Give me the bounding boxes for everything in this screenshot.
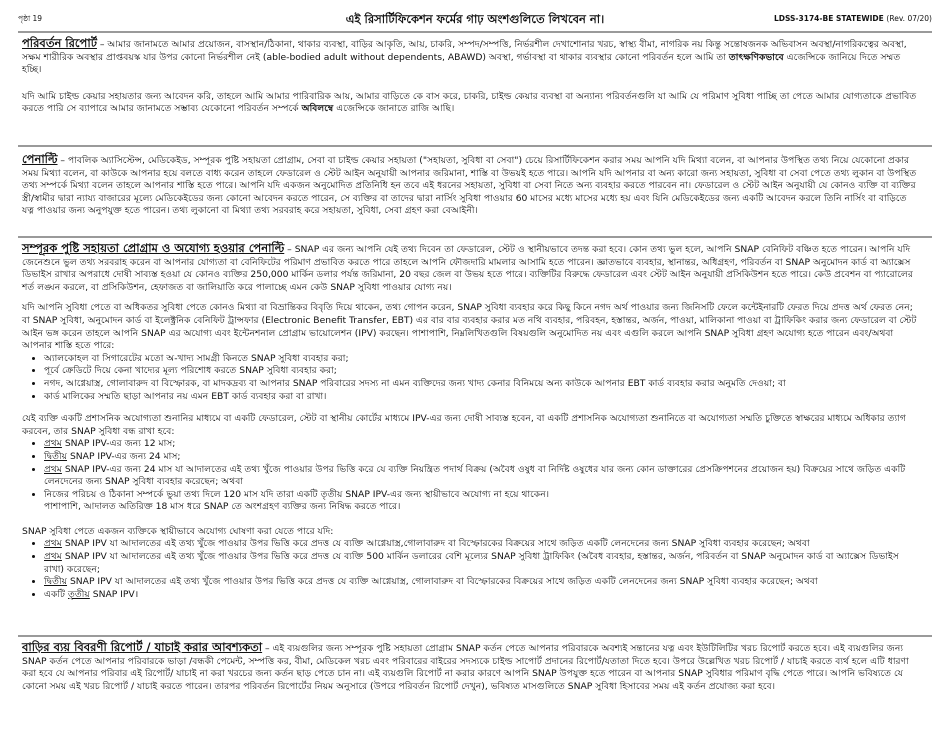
list-item	[44, 576, 920, 589]
ordinal: তৃতীয়	[67, 588, 90, 600]
item-text: নিজের পরিচয় ও ঠিকানা সম্পর্কে ভুয়া তথ্য দিলে 120 মাস যদি তারা একটি তৃতীয় SNAP IPV-এর জন্য স্থায়ীভাবে অযোগ্য না হয়ে থাকেন।	[44, 488, 549, 500]
form-code	[774, 14, 932, 23]
item-text: SNAP IPV যা আদালতের এই তথ্য খুঁজে পাওয়ার উপর ভিত্তি করে প্রদত্ত যে ব্যক্তি আগ্নেয়াস্ত্র,গোলাবারুদ বা বিস্ফোরকের বিক্রয়ের সাথে জড়িত একটি লেনদেনের জন্য SNAP সুবিধা ব্যবহার করেছেন; অথবা	[61, 538, 810, 550]
snap-text: – SNAP এর জন্য আপনি যেই তথ্য দিবেন তা ফেডারেল, স্টেট ও স্থানীয়ভাবে তদন্ত করা হবে। কোন তথ্য ভুল হলে, আপনি SNAP বেনিফিট বঞ্চিত হতে পারেন। আপনি যদি জেনেশুনে ভুল তথ্য সরবরাহ করেন বা আপনার যোগ্যতা বা বেনিফিটের পরিমাণ প্রভাবিত করতে পারে তাহলে আপনি ফৌজদারি মামলার আসামি হতে পারেন। জ্ঞাতভাবে ব্যবহার, স্থানান্তর, অধিগ্রহণ, পরিবর্তন বা SNAP অনুমোদন কার্ড বা অ্যাক্সেস ডিভাইস রাখার অপরাধে দোষী সাব্যস্ত হওয়া যে কোনও ব্যক্তির 250,000 মার্কিন ডলার পর্যন্ত জরিমানা, 20 বছর জেল বা উভয় হতে পারে। ব্যক্তিটির বিরুদ্ধে ফেডারেল এবং স্টেট আইন অনুযায়ী প্রসিকিউশন হতে পারে। কেউ প্রবেশন বা প্যারোলের শর্ত লঙ্ঘন করলে, বা প্রসিকিউশন, হেফাজত বা জালিয়াতি করে পালাচ্ছে এমন কেউ SNAP সুবিধা পাওয়ার যোগ্য নয়।	[22, 244, 913, 293]
list-item	[44, 489, 920, 502]
list-item	[44, 464, 920, 489]
snap-paragraph	[22, 242, 920, 294]
expense-text: – এই ব্যয়গুলির জন্য সম্পূরক পুষ্টি সহায়তা প্রোগ্রাম SNAP কর্তন পেতে আপনার পরিবারকে অবশ্যই সন্তানের যত্ন এবং ইউটিলিটির খরচ রিপোর্ট করতে হবে। এই ব্যয়গুলির জন্য SNAP কর্তন পেতে আপনার পরিবারকে ভাড়া /বন্ধকী পেমেন্ট, সম্পত্তি কর, বীমা, মেডিকেল খরচ এবং পরিবারের বাইরের সদস্যকে চাইল্ড সাপোর্ট প্রদানের রিপোর্ট/যতাতা দিতে হবে। উপরে উল্লেখিত খরচ রিপোর্ট / যাচাই করতে ব্যর্থ হলে এটি ধারণা করা হবে যে আপনার পরিবার এই রিপোর্ট/ যাচাই না করা খরচের জন্য কর্তন ছাড় পেতে চান না। এই ব্যয়গুলি রিপোর্ট না করার কারণে আপনি SNAP উপযুক্ত হতে পারেন বা আপনার SNAP সুবিধার পরিমাণ বৃদ্ধি পেতে পারে। আপনি ভবিষ্যতে যে কোনো সময় এই খরচ রিপোর্ট / যাচাই করতে পারেন। তারপর পরিবর্তন রিপোর্টের নিয়ম অনুসারে (উপরে পরিবর্তন রিপোর্ট দেখুন), ভবিষ্যত মাসগুলিতে SNAP সুবিধা হিসাবের সময় এই কর্তন প্রযোজ্য করা হবে।	[22, 643, 909, 692]
change-report-text-end: এজেন্সিকে জানিয়ে দিতে সম্মত হচ্ছি।	[22, 51, 901, 76]
change-report-text: – আমার জানামতে আমার প্রয়োজন, বাসস্থান/ঠিকানা, থাকার ব্যবস্থা, বাড়ির আকৃতি, আয়, চাকরি, সম্পদ/সম্পত্তি, নির্ভরশীল দেখাশোনার খরচ, স্বাস্থ্য বীমা, নাগরিক নয় কিন্তু সন্তোষজনক অভিবাসন অবস্থা/নাগরিকত্বের অবস্থা, সক্ষম শারীরিক অবস্থার প্রাপ্তবয়স্ক যার উপর কোনো নির্ভরশীল নেই (able-bodied adult without dependents, ABAWD) অবস্থা, গর্ভাবস্থা বা থাকার ব্যবস্থার কোনো পরিবর্তন হলে আমি তা	[22, 39, 907, 63]
ordinal: প্রথম	[44, 438, 62, 450]
expense-section	[22, 641, 920, 693]
item-text: SNAP IPV-এর জন্য 24 মাস যা আদালতের এই তথ্য খুঁজে পাওয়ার উপর ভিত্তি করে যে ব্যক্তি নিয়ন্ত্রিত পদার্থ বিক্রয় (অবৈধ ওষুধ বা নির্দিষ্ট ওষুধের যার জন্য কোন ডাক্তারের প্রেসক্রিপশনের প্রয়োজন হয়) বিক্রয়ের সাথে জড়িত একটি লেনদেনের জন্য SNAP সুবিধা ব্যবহার করেছেন; অথবা	[44, 463, 906, 488]
list-item	[44, 538, 920, 551]
child-care-paragraph	[22, 91, 920, 116]
list-item: • পূর্বে ক্রেডিটে দিয়ে কেনা খাদ্যের মূল্য পরিশোধ করতে SNAP সুবিধা ব্যবহার করা;	[44, 365, 920, 378]
divider	[18, 145, 932, 147]
ordinal: দ্বিতীয়	[44, 450, 68, 462]
child-care-text: যদি আমি চাইল্ড কেয়ার সহায়তার জন্য আবেদন করি, তাহলে আমি আমার পারিবারিক আয়, আমার বাড়িতে কে বাস করে, চাকরি, চাইল্ড কেয়ার ব্যবস্থা বা অন্যান্য পরিবর্তনগুলি যা আমি যে পরিমাণ সুবিধা পাচ্ছি তা পেতে আমার যোগ্যতাকে প্রভাবিত করতে পারি সে ব্যাপারে আমার জানামতে সম্ভাব্য যেকোনো পরিবর্তন সম্পর্কে	[22, 90, 917, 115]
snap-heading: সম্পূরক পুষ্টি সহায়তা প্রোগ্রাম ও অযোগ্য হওয়ার পেনাল্টি	[22, 241, 285, 255]
item-text: SNAP IPV-এর জন্য 12 মাস;	[61, 438, 176, 450]
snap-section	[22, 242, 920, 601]
immediately-text: তাৎক্ষণিকভাবে	[728, 51, 784, 63]
disqualification-paragraph: যেই ব্যক্তি একটি প্রশাসনিক অযোগ্যতা শুনানির মাধ্যমে বা একটি ফেডারেল, স্টেট বা স্থানীয় কোর্টের মাধ্যমে IPV-এর জন্য দোষী সাব্যস্ত হবেন, বা একটি প্রশাসনিক অযোগ্যতা শুনানিতে বা অযোগ্যতা সম্মতি চুক্তিতে স্বাক্ষরের মাধ্যমে অধিকার ত্যাগ করবেন, তার SNAP সুবিধা বন্ধ রাখা হবে:	[22, 413, 906, 437]
item-text: SNAP IPV যা আদালতের এই তথ্য খুঁজে পাওয়ার উপর ভিত্তি করে প্রদত্ত যে ব্যক্তি আগ্নেয়াস্ত্র, গোলাবারুদ বা বিস্ফোরকের বিক্রয়ের সাথে জড়িত একটি লেনদেনের জন্য SNAP সুবিধা ব্যবহার করেছেন; অথবা	[67, 576, 818, 588]
divider	[18, 236, 932, 238]
ordinal: প্রথম	[44, 463, 62, 475]
violation-list	[22, 353, 920, 403]
form-revision: (Rev. 07/20)	[886, 14, 932, 23]
page-header	[18, 11, 932, 27]
change-report-section	[22, 37, 920, 116]
item-text: SNAP IPV-এর জন্য 24 মাস;	[67, 450, 181, 462]
change-report-heading: পরিবর্তন রিপোর্ট	[22, 36, 97, 50]
change-report-paragraph	[22, 37, 920, 77]
without-delay-text: অবিলম্বে	[301, 103, 334, 115]
page-number: পৃষ্ঠা 19	[18, 14, 43, 23]
item-text: SNAP IPV যা আদালতের এই তথ্য খুঁজে পাওয়ার উপর ভিত্তি করে প্রদত্ত যে ব্যক্তি 500 মার্কিন ডলারের বেশি মূল্যের SNAP সুবিধা ট্রাফিকিং (অবৈধ ব্যবহার, হস্তান্তর, অর্জন, পরিবর্তন বা SNAP অনুমোদন কার্ড বা অ্যাক্সেস ডিভাইস রাখা) করেছেন;	[44, 551, 899, 575]
page-title: এই রিসার্টিফিকেশন ফর্মের গাঢ় অংশগুলিতে লিখবেন না।	[345, 12, 605, 26]
list-item	[44, 551, 920, 576]
penalty-paragraph	[22, 153, 920, 218]
penalty-text: – পাবলিক অ্যাসিস্টেন্স, মেডিকেইড, সম্পূরক পুষ্টি সহায়তা প্রোগ্রাম, সেবা বা চাইল্ড কেয়ার সহায়তা ("সহায়তা, সুবিধা বা সেবা") চেয়ে রিসার্টিফিকেশন করার সময় আপনি যদি মিথ্যা বলেন, বা আপনার উপস্থিত তথ্য নিয়ে যেকোনো প্রকার সময় মিথ্যা বলেন, বা কাউকে আপনার হয়ে বলতে বাধ্য করেন তাহলে ফেডারেল ও স্টেট আইন অনুযায়ী আপনার জরিমানা, শাস্তি বা উভয়ই হতে পারে। আপনি যদি আপনার বা অন্য কারো জন্য সহায়তা, সুবিধা বা সেবা পেতে তথ্য লুকান বা উপস্থিত তথ্য সম্পর্কে মিথ্যা বলেন তাহলে আপনার শাস্তি হতে পারে। আপনি যদি একজন অনুমোদিত প্রতিনিধি হন তবে এই ধরনের সহায়তা, সুবিধা বা সেবা নিতে অন্য ব্যবহার করতে পারবেন না। ফেডারেল ও স্টেট আইন অনুযায়ী যে কোনও ব্যক্তি বা ব্যক্তির স্ত্রী/স্বামীর দ্বারা ন্যায্য বাজারের মূল্যে মেডিকেইডের জন্য কোনো আবেদন করতে পারেন, সে ব্যক্তির বা তাদের দ্বারা নার্সিং সুবিধা পাওয়ার 60 মাসের মধ্যে মাসের মধ্যে হয় এবং যিনি মেডিকেইডের জন্য একটি আবেদন করলে তিনি নার্সিং বা বাড়িতে যত্ন পাওয়ার জন্য অনুপযুক্ত হতে পারেন। তথ্য লুকানো বা মিথ্যা তথ্য সরবরাহ করে সহায়তা, সুবিধা, সেবা গ্রহণ করা বেআইনী।	[22, 155, 917, 217]
ipv-period-list	[22, 438, 920, 501]
list-item: • অ্যালকোহল বা সিগারেটের মতো অ-খাদ্য সামগ্রী কিনতে SNAP সুবিধা ব্যবহার করা;	[44, 353, 920, 366]
expense-paragraph	[22, 641, 920, 693]
divider	[18, 635, 932, 637]
permanent-disqualification-paragraph: SNAP সুবিধা পেতে একজন ব্যক্তিকে স্থায়ীভাবে অযোগ্য ঘোষণা করা যেতে পারে যদি:	[22, 525, 334, 537]
ordinal: দ্বিতীয়	[44, 576, 68, 588]
expense-heading: বাড়ির ব্যয় বিবরণী রিপোর্ট / যাচাই করার আবশ্যকতা	[22, 640, 263, 654]
list-item: • কার্ড মালিকের সম্মতি ছাড়া আপনার নয় এমন EBT কার্ড ব্যবহার করা বা রাখা।	[44, 391, 920, 404]
list-item: • নগদ, আগ্নেয়াস্ত্র, গোলাবারুদ বা বিস্ফোরক, বা মাদকদ্রব্য বা আপনার SNAP পরিবারের সদস্য না এমন ব্যক্তিদের জন্য খাদ্য কেনার বিনিময়ে অন্য কাউকে আপনার EBT কার্ড ব্যবহার করার অনুমতি দেওয়া; বা	[44, 378, 920, 391]
penalty-section	[22, 153, 920, 218]
item-text: একটি	[44, 588, 68, 600]
list-item	[44, 589, 920, 602]
permanent-list	[22, 538, 920, 601]
child-care-text-end: এজেন্সিকে জানাতে রাজি আছি।	[333, 103, 455, 115]
divider	[18, 31, 932, 33]
penalty-heading: পেনাল্টি	[22, 152, 58, 166]
list-item	[44, 438, 920, 451]
ordinal: প্রথম	[44, 538, 62, 550]
ordinal: প্রথম	[44, 551, 62, 563]
court-note: পাশাপাশি, আদালত অতিরিক্ত 18 মাস ধরে SNAP তে অংশগ্রহণ ব্যক্তির জন্য নিষিদ্ধ করতে পারে।	[44, 501, 401, 513]
form-id: LDSS-3174-BE STATEWIDE	[773, 14, 884, 23]
snap-ipv-paragraph: যদি আপনি সুবিধা পেতে বা অধিকতর সুবিধা পেতে কোনও মিথ্যা বা বিভ্রান্তিকর বিবৃতি দিয়ে থাকেন, তথ্য গোপন করেন, SNAP সুবিধা ব্যবহার করে কিছু কিনে নগদ অর্থ পাওয়ার জন্য জিনিসটি ফেলে কন্টেইনারটি ফেরত দিয়ে প্রদত্ত অর্থ ফেরত নেন; বা SNAP সুবিধা, অনুমোদন কার্ড বা ইলেক্ট্রনিক বেনিফিট ট্রান্সফার (Electronic Benefit Transfer, EBT) এর বার বার ব্যবহার করার মত নথি ব্যবহার, পরিবহন, হস্তান্তর, অর্জন, পাওয়া, মালিকানা পাওয়া বা ট্রাফিকিং করার জন্য ফেডারেল বা স্টেট আইন ভঙ্গ করেন তাহলে আপনি SNAP এর অযোগ্য এবং ইন্টেনশনাল প্রোগ্রাম ভায়োলেশন (IPV) করছেন। পাশাপাশি, নিম্নলিখিতগুলি বিষয়গুলি অনুমোদিত নয় এবং এগুলি করলে আপনি SNAP সুবিধা গ্রহণ অযোগ্য হতে পারেন এবং/অথবা আপনার শাস্তি হতে পারে:	[22, 302, 917, 352]
list-item	[44, 451, 920, 464]
item-text: SNAP IPV।	[89, 588, 139, 600]
